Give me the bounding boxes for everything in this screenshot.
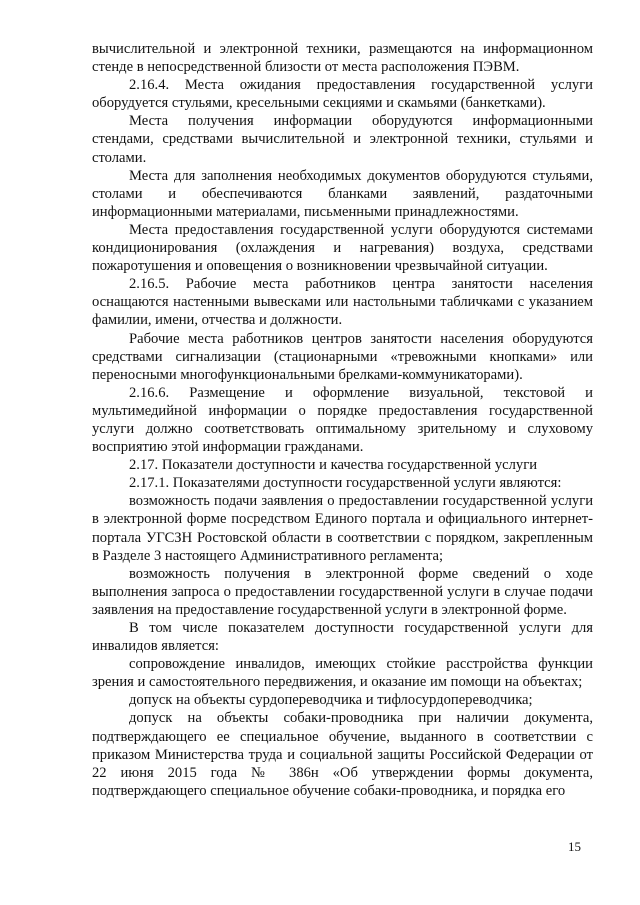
paragraph-continuation: вычислительной и электронной техники, размещаются на информационном стенде в непосредственной близости от места расположения ПЭВМ. bbox=[92, 41, 593, 76]
paragraph-escort: сопровождение инвалидов, имеющих стойкие расстройства функции зрения и самостоятельного передвижения, и оказание им помощи на объектах; bbox=[92, 656, 593, 691]
paragraph-2-16-6: 2.16.6. Размещение и оформление визуальной, текстовой и мультимедийной информации о порядке предоставления государственной услуги должно соответствовать оптимальному зрительному и слуховому восприятию этой информации гражданами. bbox=[92, 384, 593, 456]
paragraph-2-16-5: 2.16.5. Рабочие места работников центра занятости населения оснащаются настенными вывесками или настольными табличками с указанием фамилии, имени, отчества и должности. bbox=[92, 276, 593, 329]
paragraph-interpreters: допуск на объекты сурдопереводчика и тифлосурдопереводчика; bbox=[129, 692, 533, 709]
paragraph-guide-dog: допуск на объекты собаки-проводника при наличии документа, подтверждающего ее специальное обучение, выданного в соответствии с приказом Министерства труда и социальной защиты Российской Федерации от 22 июня 2015 года № 386н «Об утверждении формы документа, подтверждающего специальное обучение собаки-проводника, и порядка его bbox=[92, 710, 593, 799]
paragraph-service-places: Места предоставления государственной услуги оборудуются системами кондиционирования (охлаждения и нагревания) воздуха, средствами пожаротушения и оповещения о возникновении чрезвычайной ситуации. bbox=[92, 221, 593, 275]
page-number: 15 bbox=[568, 839, 581, 854]
paragraph-2-16-4: 2.16.4. Места ожидания предоставления государственной услуги оборудуется стульями, кресельными секциями и скамьями (банкетками). bbox=[92, 77, 593, 112]
paragraph-electronic-status: возможность получения в электронной форме сведений о ходе выполнения запроса о предоставлении государственной услуги в случае подачи заявления на предоставление государственной услуги в электронной форме. bbox=[92, 565, 593, 618]
paragraph-info-places: Места получения информации оборудуются информационными стендами, средствами вычислительной и электронной техники, стульями и столами. bbox=[92, 113, 593, 166]
section-heading-2-17: 2.17. Показатели доступности и качества государственной услуги bbox=[129, 457, 538, 474]
paragraph-form-places: Места для заполнения необходимых документов оборудуются стульями, столами и обеспечиваются бланками заявлений, раздаточными информационными материалами, письменными принадлежностями. bbox=[92, 167, 593, 220]
paragraph-electronic-application: возможность подачи заявления о предоставлении государственной услуги в электронной форме посредством Единого портала и официального интернет-портала УГСЗН Ростовской области в соответствии с порядком, закрепленным в Разделе 3 настоящего Административного регламента; bbox=[92, 493, 593, 564]
paragraph-2-17-1: 2.17.1. Показателями доступности государственной услуги являются: bbox=[129, 475, 562, 492]
paragraph-disabled-accessibility: В том числе показателем доступности государственной услуги для инвалидов является: bbox=[92, 620, 593, 655]
paragraph-alarm-equipment: Рабочие места работников центров занятости населения оборудуются средствами сигнализации (стационарными «тревожными кнопками» или переносными многофункциональными брелками-коммуникаторами). bbox=[92, 330, 593, 383]
document-body bbox=[92, 40, 593, 800]
